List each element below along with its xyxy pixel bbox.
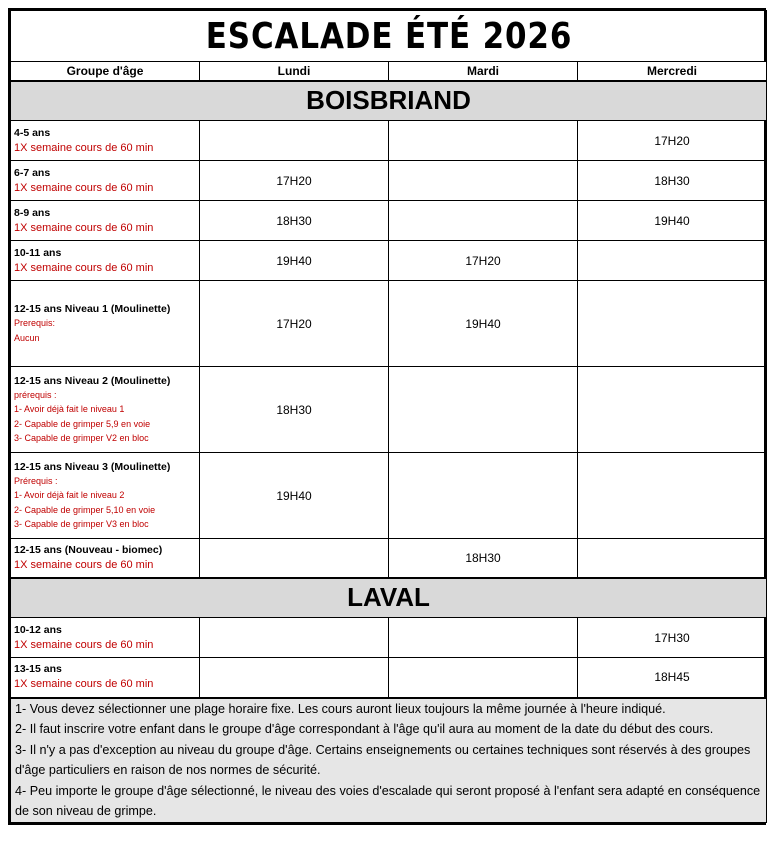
prerequisite-line: 2- Capable de grimper 5,9 en voie (14, 418, 151, 429)
age-group-cell (11, 121, 200, 161)
section-title: LAVAL (11, 578, 767, 618)
table-row (11, 658, 767, 698)
header-mercredi: Mercredi (578, 62, 767, 81)
time-slot-mercredi: 18H30 (578, 161, 767, 201)
prerequisite-line: 1- Avoir déjà fait le niveau 2 (14, 490, 125, 500)
age-group-cell (11, 658, 200, 698)
prerequisite-line: 1- Avoir déjà fait le niveau 1 (14, 404, 125, 414)
time-slot-mardi (389, 618, 578, 658)
age-group-name: 10-11 ans (14, 246, 62, 259)
age-group-cell (11, 161, 200, 201)
note-line: 3- Il n'y a pas d'exception au niveau du groupe d'âge. Certains enseignements ou certaines techniques sont réservés à des groupes d'âge particuliers en raison de nos normes de sécurité. (15, 742, 751, 778)
time-slot-lundi: 17H20 (200, 161, 389, 201)
time-slot-mardi: 18H30 (389, 539, 578, 578)
time-slot-mercredi (578, 453, 767, 539)
prerequisite-line: Aucun (14, 332, 40, 343)
time-slot-lundi (200, 121, 389, 161)
time-slot-mercredi (578, 539, 767, 578)
time-slot-mardi: 17H20 (389, 241, 578, 281)
age-group-cell (11, 367, 200, 453)
header-age-group: Groupe d'âge (11, 62, 200, 81)
age-group-name: 12-15 ans Niveau 3 (Moulinette) (14, 460, 171, 473)
time-slot-mardi (389, 367, 578, 453)
age-group-cell (11, 618, 200, 658)
table-row (11, 121, 767, 161)
time-slot-lundi: 18H30 (200, 367, 389, 453)
section-row (11, 81, 767, 121)
notes-block (11, 698, 767, 823)
table-row (11, 281, 767, 367)
time-slot-mardi (389, 121, 578, 161)
notes-row (11, 698, 767, 823)
table-row (11, 539, 767, 578)
time-slot-mercredi (578, 367, 767, 453)
time-slot-lundi: 19H40 (200, 241, 389, 281)
time-slot-mardi (389, 453, 578, 539)
prerequisite-line: prérequis : (14, 389, 57, 400)
table-row (11, 367, 767, 453)
note-line: 2- Il faut inscrire votre enfant dans le groupe d'âge correspondant à l'âge qu'il aura au moment de la date du début des cours. (15, 722, 714, 737)
time-slot-lundi (200, 539, 389, 578)
time-slot-mardi (389, 201, 578, 241)
time-slot-mardi (389, 161, 578, 201)
prerequisite-line: Prerequis: (14, 318, 56, 328)
table-row (11, 161, 767, 201)
note-line: 1- Vous devez sélectionner une plage horaire fixe. Les cours auront lieux toujours la même journée à l'heure indiqué. (15, 701, 666, 716)
age-group-cell (11, 453, 200, 539)
page-title: ESCALADE ÉTÉ 2026 (63, 11, 713, 62)
note-line: 4- Peu importe le groupe d'âge sélectionné, le niveau des voies d'escalade qui seront proposé à l'enfant sera adapté en conséquence de son niveau de grimpe. (15, 783, 761, 819)
time-slot-lundi: 18H30 (200, 201, 389, 241)
frequency-line: 1X semaine cours de 60 min (14, 558, 154, 571)
age-group-cell (11, 241, 200, 281)
header-lundi: Lundi (200, 62, 389, 81)
age-group-cell (11, 281, 200, 367)
time-slot-lundi (200, 618, 389, 658)
frequency-line: 1X semaine cours de 60 min (14, 221, 154, 234)
header-mardi: Mardi (389, 62, 578, 81)
prerequisite-line: Prérequis : (14, 475, 58, 486)
header-row (11, 62, 767, 81)
age-group-cell (11, 539, 200, 578)
time-slot-lundi: 17H20 (200, 281, 389, 367)
section-row (11, 578, 767, 618)
frequency-line: 1X semaine cours de 60 min (14, 638, 154, 651)
schedule-sheet (8, 8, 766, 825)
time-slot-mardi: 19H40 (389, 281, 578, 367)
time-slot-mardi (389, 658, 578, 698)
frequency-line: 1X semaine cours de 60 min (14, 678, 154, 691)
time-slot-mercredi: 17H20 (578, 121, 767, 161)
time-slot-mercredi (578, 281, 767, 367)
age-group-name: 10-12 ans (14, 623, 62, 636)
age-group-name: 12-15 ans Niveau 2 (Moulinette) (14, 374, 171, 387)
time-slot-lundi: 19H40 (200, 453, 389, 539)
age-group-cell (11, 201, 200, 241)
age-group-name: 8-9 ans (14, 206, 51, 219)
prerequisite-line: 2- Capable de grimper 5,10 en voie (14, 504, 156, 515)
frequency-line: 1X semaine cours de 60 min (14, 181, 154, 194)
time-slot-mercredi: 18H45 (578, 658, 767, 698)
section-title: BOISBRIAND (11, 81, 767, 121)
time-slot-lundi (200, 658, 389, 698)
schedule-table (10, 10, 767, 823)
time-slot-mercredi: 17H30 (578, 618, 767, 658)
age-group-name: 6-7 ans (14, 166, 51, 179)
prerequisite-line: 3- Capable de grimper V2 en bloc (14, 433, 149, 443)
frequency-line: 1X semaine cours de 60 min (14, 261, 154, 274)
prerequisite-line: 3- Capable de grimper V3 en bloc (14, 519, 149, 529)
time-slot-mercredi (578, 241, 767, 281)
table-row (11, 453, 767, 539)
age-group-name: 13-15 ans (14, 663, 62, 676)
age-group-name: 4-5 ans (14, 126, 51, 139)
age-group-name: 12-15 ans Niveau 1 (Moulinette) (14, 303, 171, 315)
table-row (11, 241, 767, 281)
frequency-line: 1X semaine cours de 60 min (14, 141, 154, 154)
table-row (11, 618, 767, 658)
time-slot-mercredi: 19H40 (578, 201, 767, 241)
age-group-name: 12-15 ans (Nouveau - biomec) (14, 543, 163, 556)
table-row (11, 201, 767, 241)
